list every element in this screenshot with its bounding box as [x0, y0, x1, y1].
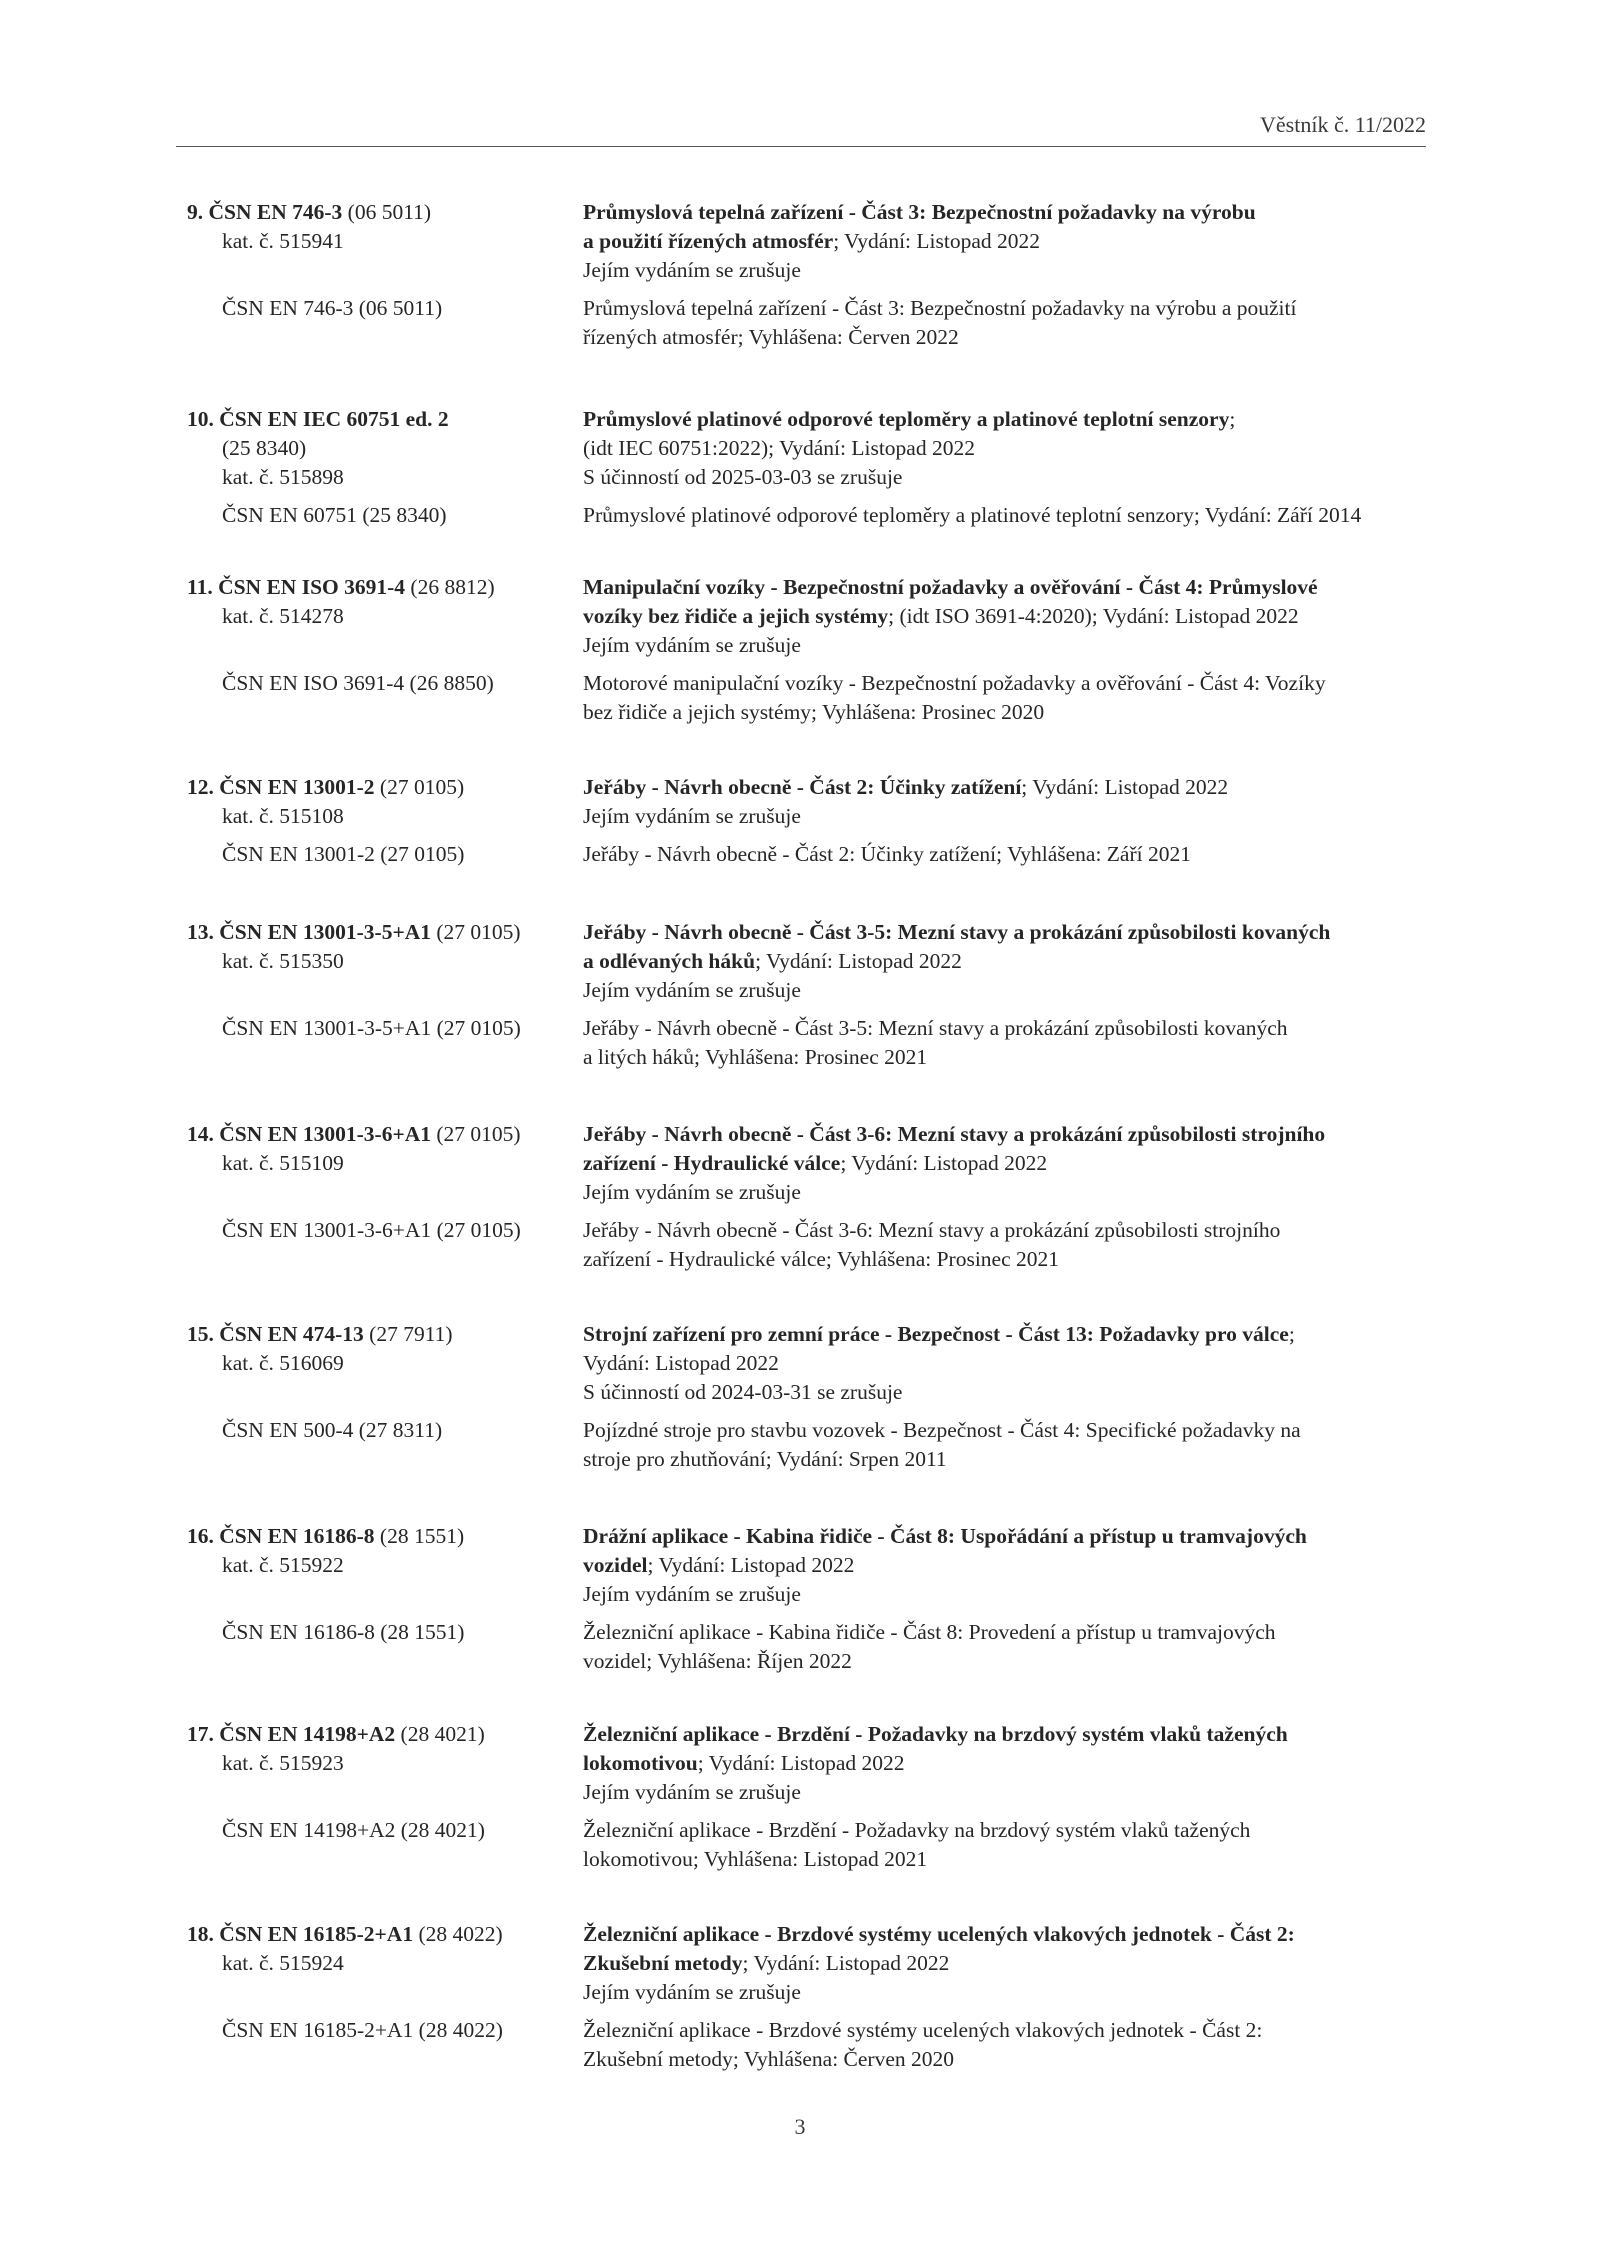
- release-info: ; Vydání: Listopad 2022: [833, 229, 1041, 253]
- standard-id-line: [0, 198, 580, 227]
- standard-title: zařízení - Hydraulické válce: [583, 1151, 841, 1175]
- catalog-number: kat. č. 515923: [222, 1751, 344, 1775]
- withdrawal-note: Jejím vydáním se zrušuje: [583, 1180, 801, 1204]
- classification-code: (27 0105): [436, 1122, 521, 1146]
- withdrawn-text-line: Železniční aplikace - Brzdové systémy ucelených vlakových jednotek - Část 2:: [583, 2018, 1263, 2042]
- title-line: [583, 918, 1433, 947]
- withdrawn-standard-code: ČSN EN 13001-2 (27 0105): [222, 842, 465, 866]
- release-info: ; (idt ISO 3691-4:2020); Vydání: Listopad 2022: [888, 604, 1299, 628]
- standard-title: Železniční aplikace - Brzdění - Požadavky na brzdový systém vlaků tažených: [583, 1722, 1288, 1746]
- standard-id-line: [0, 918, 580, 947]
- withdrawal-note: Jejím vydáním se zrušuje: [583, 1582, 801, 1606]
- standard-description: [583, 1120, 1433, 1207]
- withdrawn-standard-row: [0, 1014, 1600, 1072]
- withdrawn-text-line: Pojízdné stroje pro stavbu vozovek - Bezpečnost - Část 4: Specifické požadavky na: [583, 1418, 1301, 1442]
- standard-title: Zkušební metody: [583, 1951, 743, 1975]
- catalog-number: kat. č. 515922: [222, 1553, 344, 1577]
- title-line: [583, 198, 1433, 227]
- new-standard-row: [0, 198, 1600, 285]
- standard-title: Průmyslová tepelná zařízení - Část 3: Bezpečnostní požadavky na výrobu: [583, 200, 1256, 224]
- entry-number: 13.: [187, 920, 214, 944]
- release-info: ; Vydání: Listopad 2022: [697, 1751, 905, 1775]
- withdrawn-text-line: Zkušební metody; Vyhlášena: Červen 2020: [583, 2047, 955, 2071]
- withdrawn-standard-row: [0, 1618, 1600, 1676]
- catalog-number: kat. č. 515898: [222, 465, 344, 489]
- standard-entry: [0, 1320, 1600, 1474]
- withdrawal-note: Jejím vydáním se zrušuje: [583, 804, 801, 828]
- catalog-number: kat. č. 514278: [222, 604, 344, 628]
- entry-number: 9.: [187, 200, 204, 224]
- release-info: ; Vydání: Listopad 2022: [1021, 775, 1229, 799]
- new-standard-row: [0, 1120, 1600, 1207]
- entry-number: 16.: [187, 1524, 214, 1548]
- withdrawn-description: [583, 1216, 1433, 1274]
- catalog-number: kat. č. 515924: [222, 1951, 344, 1975]
- withdrawn-identifier: [0, 669, 580, 698]
- withdrawn-description: [583, 1816, 1433, 1874]
- withdrawn-description: [583, 501, 1433, 530]
- standard-identifier: [0, 405, 580, 492]
- new-standard-row: [0, 773, 1600, 831]
- withdrawn-text-line: zařízení - Hydraulické válce; Vyhlášena: Prosinec 2021: [583, 1247, 1060, 1271]
- withdrawn-identifier: [0, 1618, 580, 1647]
- page-number: 3: [794, 2114, 806, 2139]
- classification-code: (28 1551): [379, 1524, 465, 1548]
- title-line: [583, 1949, 1433, 1978]
- withdrawn-description: [583, 1416, 1433, 1474]
- withdrawn-description: [583, 669, 1433, 727]
- standard-id-line: [0, 405, 580, 434]
- withdrawal-note: Jejím vydáním se zrušuje: [583, 1780, 801, 1804]
- entry-number: 18.: [187, 1922, 214, 1946]
- withdrawn-identifier: [0, 294, 580, 323]
- release-info: ; Vydání: Listopad 2022: [647, 1553, 855, 1577]
- release-info: ; Vydání: Listopad 2022: [755, 949, 962, 973]
- withdrawn-standard-code: ČSN EN 13001-3-6+A1 (27 0105): [222, 1218, 521, 1242]
- classification-code: (28 4021): [400, 1722, 485, 1746]
- standard-id-line: [0, 773, 580, 802]
- standard-title: vozidel: [583, 1553, 648, 1577]
- standard-entry: [0, 1920, 1600, 2074]
- withdrawn-standard-row: [0, 1216, 1600, 1274]
- standard-description: [583, 1920, 1433, 2007]
- title-line: [583, 1522, 1433, 1551]
- release-info: ; Vydání: Listopad 2022: [840, 1151, 1048, 1175]
- title-line: [583, 1920, 1433, 1949]
- withdrawn-text-line: Průmyslové platinové odporové teploměry a platinové teplotní senzory; Vydání: Září 2014: [583, 503, 1362, 527]
- standard-entry: [0, 405, 1600, 530]
- classification-code: (28 4022): [418, 1922, 503, 1946]
- withdrawn-standard-code: ČSN EN 13001-3-5+A1 (27 0105): [222, 1016, 521, 1040]
- title-line: [583, 602, 1433, 631]
- title-line: [583, 1749, 1433, 1778]
- standard-entry: [0, 1522, 1600, 1676]
- release-info: ;: [1229, 407, 1236, 431]
- standard-identifier: [0, 918, 580, 976]
- standard-title: Průmyslové platinové odporové teploměry a platinové teplotní senzory: [583, 407, 1230, 431]
- new-standard-row: [0, 918, 1600, 1005]
- standard-code: ČSN EN 16185-2+A1: [219, 1922, 414, 1946]
- standard-title: a použití řízených atmosfér: [583, 229, 834, 253]
- catalog-number: kat. č. 516069: [222, 1351, 344, 1375]
- standard-code: ČSN EN 13001-3-5+A1: [219, 920, 431, 944]
- classification-code: (27 0105): [379, 775, 465, 799]
- withdrawn-identifier: [0, 1816, 580, 1845]
- withdrawn-identifier: [0, 1416, 580, 1445]
- standard-description: [583, 1720, 1433, 1807]
- withdrawn-text-line: řízených atmosfér; Vyhlášena: Červen 2022: [583, 325, 959, 349]
- withdrawn-text-line: Jeřáby - Návrh obecně - Část 3-5: Mezní stavy a prokázání způsobilosti kovaných: [583, 1016, 1288, 1040]
- standard-identifier: [0, 1720, 580, 1778]
- standard-entry: [0, 198, 1600, 352]
- standard-code: ČSN EN 14198+A2: [219, 1722, 396, 1746]
- standard-identifier: [0, 1920, 580, 1978]
- entry-number: 14.: [187, 1122, 214, 1146]
- withdrawn-identifier: [0, 1014, 580, 1043]
- withdrawn-text-line: Železniční aplikace - Brzdění - Požadavky na brzdový systém vlaků tažených: [583, 1818, 1251, 1842]
- entry-number: 15.: [187, 1322, 214, 1346]
- entry-number: 17.: [187, 1722, 214, 1746]
- withdrawn-identifier: [0, 501, 580, 530]
- standard-entry: [0, 773, 1600, 869]
- withdrawal-note: Jejím vydáním se zrušuje: [583, 633, 801, 657]
- withdrawn-standard-row: [0, 1416, 1600, 1474]
- standard-identifier: [0, 573, 580, 631]
- withdrawn-description: [583, 294, 1433, 352]
- standard-title: vozíky bez řidiče a jejich systémy: [583, 604, 889, 628]
- withdrawn-standard-code: ČSN EN 16186-8 (28 1551): [222, 1620, 465, 1644]
- standard-title: Drážní aplikace - Kabina řidiče - Část 8: Uspořádání a přístup u tramvajových: [583, 1524, 1307, 1548]
- standard-code: ČSN EN 746-3: [208, 200, 343, 224]
- withdrawn-identifier: [0, 840, 580, 869]
- classification-code: (27 0105): [436, 920, 521, 944]
- header-title: Věstník č. 11/2022: [1260, 112, 1426, 137]
- standard-id-line: [0, 1320, 580, 1349]
- standard-entry: [0, 1720, 1600, 1874]
- withdrawn-text-line: a litých háků; Vyhlášena: Prosinec 2021: [583, 1045, 928, 1069]
- withdrawn-standard-code: ČSN EN 60751 (25 8340): [222, 503, 447, 527]
- withdrawn-text-line: Jeřáby - Návrh obecně - Část 3-6: Mezní stavy a prokázání způsobilosti strojního: [583, 1218, 1281, 1242]
- release-info: ; Vydání: Listopad 2022: [742, 1951, 950, 1975]
- standard-id-line: [0, 1120, 580, 1149]
- standard-id-line: [0, 1522, 580, 1551]
- standard-description: [583, 573, 1433, 660]
- withdrawal-note: S účinností od 2025-03-03 se zrušuje: [583, 465, 903, 489]
- standard-entry: [0, 573, 1600, 727]
- catalog-number: (25 8340): [222, 436, 307, 460]
- title-line: [583, 405, 1433, 434]
- standard-code: ČSN EN IEC 60751 ed. 2: [219, 407, 449, 431]
- withdrawn-standard-row: [0, 2016, 1600, 2074]
- title-line: [583, 947, 1433, 976]
- withdrawn-description: [583, 2016, 1433, 2074]
- title-line: [583, 1551, 1433, 1580]
- standard-entry: [0, 1120, 1600, 1274]
- standard-identifier: [0, 773, 580, 831]
- withdrawn-standard-code: ČSN EN ISO 3691-4 (26 8850): [222, 671, 494, 695]
- title-line: [583, 1120, 1433, 1149]
- classification-code: (27 7911): [369, 1322, 453, 1346]
- title-line: [583, 773, 1433, 802]
- title-line: [583, 1720, 1433, 1749]
- standard-identifier: [0, 198, 580, 256]
- standard-title: Železniční aplikace - Brzdové systémy ucelených vlakových jednotek - Část 2:: [583, 1922, 1295, 1946]
- standard-code: ČSN EN 474-13: [219, 1322, 364, 1346]
- standard-description: [583, 198, 1433, 285]
- title-line: [583, 227, 1433, 256]
- withdrawn-standard-row: [0, 840, 1600, 869]
- withdrawal-note: S účinností od 2024-03-31 se zrušuje: [583, 1380, 903, 1404]
- withdrawn-text-line: Průmyslová tepelná zařízení - Část 3: Bezpečnostní požadavky na výrobu a použití: [583, 296, 1297, 320]
- withdrawn-standard-row: [0, 501, 1600, 530]
- standard-title: Jeřáby - Návrh obecně - Část 2: Účinky zatížení: [583, 775, 1022, 799]
- withdrawal-note: (idt IEC 60751:2022); Vydání: Listopad 2022: [583, 436, 975, 460]
- withdrawn-text-line: vozidel; Vyhlášena: Říjen 2022: [583, 1649, 852, 1673]
- standard-title: Strojní zařízení pro zemní práce - Bezpečnost - Část 13: Požadavky pro válce: [583, 1322, 1289, 1346]
- standard-code: ČSN EN 16186-8: [219, 1524, 375, 1548]
- entry-number: 12.: [187, 775, 214, 799]
- withdrawn-text-line: stroje pro zhutňování; Vydání: Srpen 2011: [583, 1447, 947, 1471]
- catalog-number: kat. č. 515109: [222, 1151, 344, 1175]
- withdrawal-note: Vydání: Listopad 2022: [583, 1351, 779, 1375]
- standard-title: Jeřáby - Návrh obecně - Část 3-6: Mezní stavy a prokázání způsobilosti strojního: [583, 1122, 1326, 1146]
- new-standard-row: [0, 573, 1600, 660]
- standard-title: Manipulační vozíky - Bezpečnostní požadavky a ověřování - Část 4: Průmyslové: [583, 575, 1318, 599]
- withdrawn-standard-code: ČSN EN 16185-2+A1 (28 4022): [222, 2018, 503, 2042]
- new-standard-row: [0, 1920, 1600, 2007]
- standard-description: [583, 773, 1433, 831]
- standard-description: [583, 1320, 1433, 1407]
- standard-code: ČSN EN 13001-2: [219, 775, 375, 799]
- title-line: [583, 1149, 1433, 1178]
- withdrawal-note: Jejím vydáním se zrušuje: [583, 258, 801, 282]
- entry-number: 10.: [187, 407, 214, 431]
- withdrawn-description: [583, 1618, 1433, 1676]
- standard-id-line: [0, 573, 580, 602]
- withdrawn-text-line: Jeřáby - Návrh obecně - Část 2: Účinky zatížení; Vyhlášena: Září 2021: [583, 842, 1191, 866]
- standard-description: [583, 405, 1433, 492]
- catalog-number: kat. č. 515941: [222, 229, 344, 253]
- title-line: [583, 573, 1433, 602]
- withdrawn-identifier: [0, 1216, 580, 1245]
- standard-code: ČSN EN ISO 3691-4: [218, 575, 406, 599]
- page-header: [176, 106, 1426, 147]
- new-standard-row: [0, 1320, 1600, 1407]
- withdrawn-text-line: lokomotivou; Vyhlášena: Listopad 2021: [583, 1847, 928, 1871]
- standard-identifier: [0, 1320, 580, 1378]
- entry-number: 11.: [187, 575, 213, 599]
- standard-identifier: [0, 1522, 580, 1580]
- classification-code: (06 5011): [347, 200, 432, 224]
- withdrawn-standard-row: [0, 294, 1600, 352]
- new-standard-row: [0, 1720, 1600, 1807]
- standard-code: ČSN EN 13001-3-6+A1: [219, 1122, 431, 1146]
- standard-identifier: [0, 1120, 580, 1178]
- withdrawal-note: Jejím vydáním se zrušuje: [583, 978, 801, 1002]
- withdrawn-standard-code: ČSN EN 14198+A2 (28 4021): [222, 1818, 485, 1842]
- title-line: [583, 1320, 1433, 1349]
- withdrawn-standard-code: ČSN EN 746-3 (06 5011): [222, 296, 443, 320]
- standard-id-line: [0, 1720, 580, 1749]
- withdrawn-standard-code: ČSN EN 500-4 (27 8311): [222, 1418, 443, 1442]
- standard-description: [583, 918, 1433, 1005]
- catalog-number: kat. č. 515108: [222, 804, 344, 828]
- withdrawal-note: Jejím vydáním se zrušuje: [583, 1980, 801, 2004]
- catalog-number: kat. č. 515350: [222, 949, 344, 973]
- standard-title: Jeřáby - Návrh obecně - Část 3-5: Mezní stavy a prokázání způsobilosti kovaných: [583, 920, 1331, 944]
- withdrawn-standard-row: [0, 669, 1600, 727]
- withdrawn-description: [583, 1014, 1433, 1072]
- withdrawn-text-line: Železniční aplikace - Kabina řidiče - Část 8: Provedení a přístup u tramvajových: [583, 1620, 1276, 1644]
- standard-description: [583, 1522, 1433, 1609]
- standard-title: lokomotivou: [583, 1751, 698, 1775]
- withdrawn-standard-row: [0, 1816, 1600, 1874]
- standard-title: a odlévaných háků: [583, 949, 756, 973]
- standard-id-line: [0, 1920, 580, 1949]
- new-standard-row: [0, 1522, 1600, 1609]
- withdrawn-identifier: [0, 2016, 580, 2045]
- standard-entry: [0, 918, 1600, 1072]
- withdrawn-description: [583, 840, 1433, 869]
- withdrawn-text-line: Motorové manipulační vozíky - Bezpečnostní požadavky a ověřování - Část 4: Vozíky: [583, 671, 1326, 695]
- classification-code: (26 8812): [410, 575, 495, 599]
- withdrawn-text-line: bez řidiče a jejich systémy; Vyhlášena: Prosinec 2020: [583, 700, 1045, 724]
- release-info: ;: [1288, 1322, 1295, 1346]
- new-standard-row: [0, 405, 1600, 492]
